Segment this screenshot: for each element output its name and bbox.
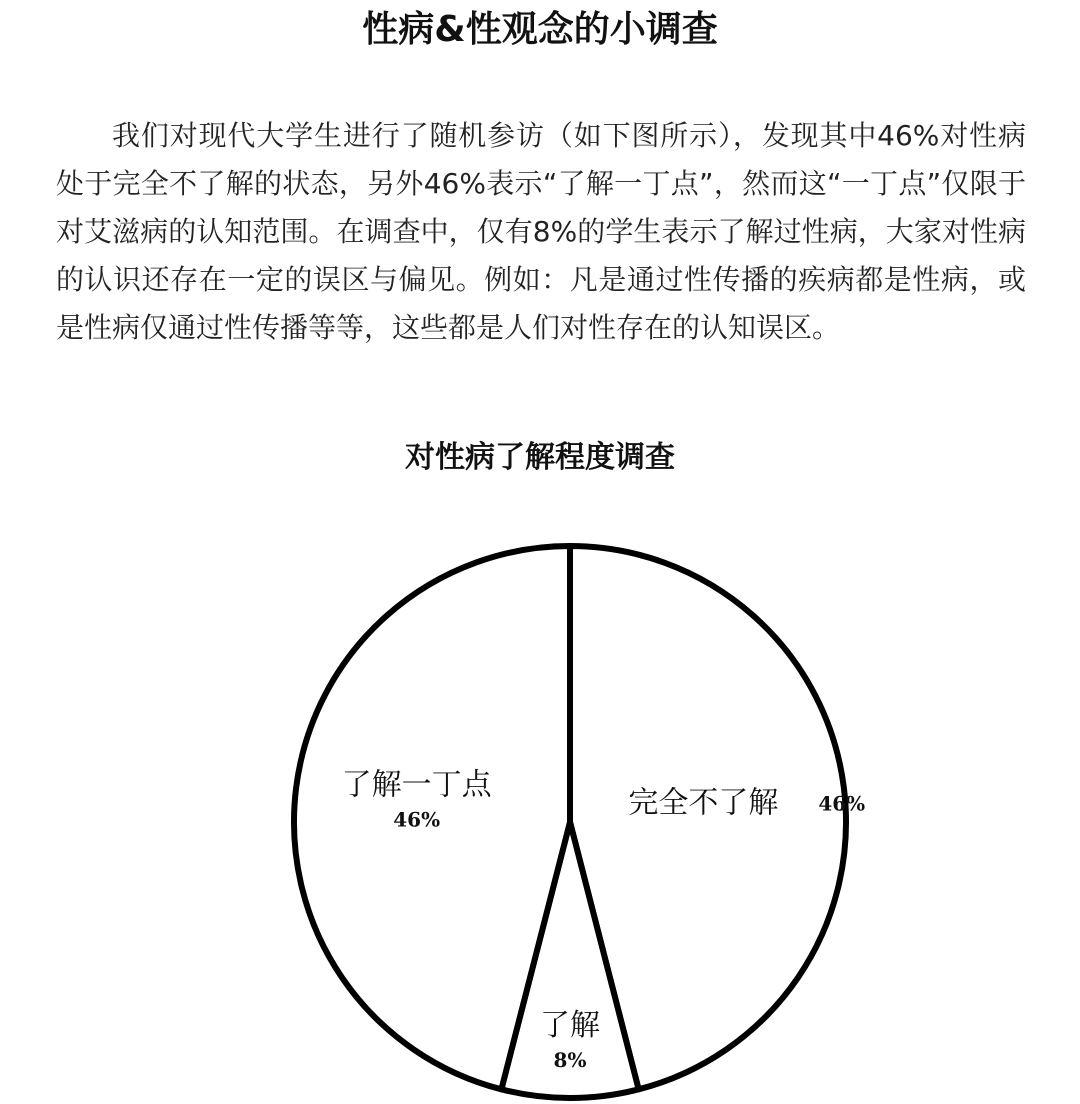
slice-percent-label: 46% <box>393 807 441 832</box>
slice-name-label: 完全不了解 <box>628 785 779 821</box>
slice-name-label: 了解 <box>540 1007 600 1043</box>
document-title: 性病&性观念的小调查 <box>362 9 718 50</box>
slice-percent-label: 46% <box>818 791 866 816</box>
survey-paragraph: 我们对现代大学生进行了随机参访（如下图所示），发现其中46%对性病处于完全不了解的状态，另外46%表示“了解一丁点”，然而这“一丁点”仅限于对艾滋病的认知范围。在调查中，仅有8%的学生表示了解过性病，大家对性病的认识还存在一定的误区与偏见。例如：凡是通过性传播的疾病都是性病，或是性病仅通过性传播等等，这些都是人们对性存在的认知误区。 <box>56 119 1026 344</box>
slice-percent-label: 8% <box>553 1047 587 1072</box>
chart-title: 对性病了解程度调查 <box>405 440 675 475</box>
slice-name-label: 了解一丁点 <box>341 767 492 803</box>
